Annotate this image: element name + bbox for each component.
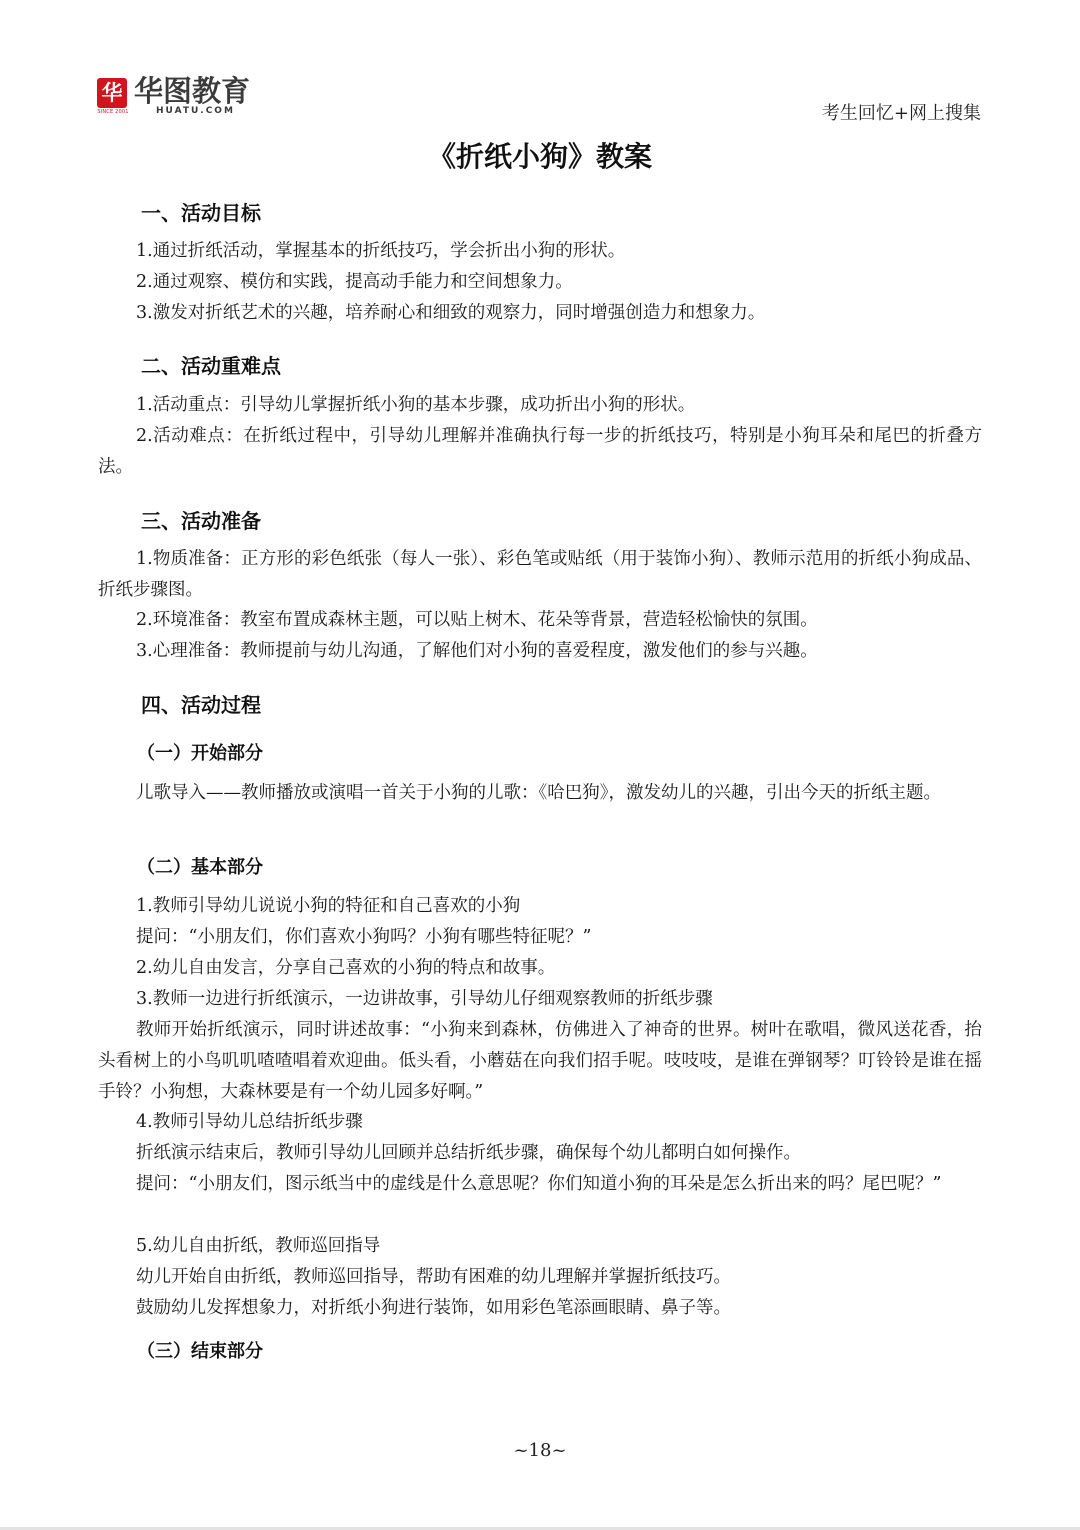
paragraph: 教师开始折纸演示，同时讲述故事：“小狗来到森林，仿佛进入了神奇的世界。树叶在歌唱，微风送花香，抬头看树上的小鸟叽叽喳喳唱着欢迎曲。低头看，小蘑菇在向我们招手呢。吱吱吱，是谁在弹钢琴？叮铃铃是谁在摇手铃？小狗想，大森林要是有一个幼儿园多好啊。”	[98, 1020, 982, 1102]
paragraph: 2.通过观察、模仿和实践，提高动手能力和空间想象力。	[136, 272, 573, 292]
logo-english-name: HUATU.COM	[156, 106, 235, 116]
section-heading-key-points: 二、活动重难点	[141, 354, 281, 378]
paragraph: 4.教师引导幼儿总结折纸步骤	[136, 1112, 363, 1132]
paragraph: 2.幼儿自由发言，分享自己喜欢的小狗的特点和故事。	[136, 958, 556, 978]
paragraph: 1.物质准备：正方形的彩色纸张（每人一张）、彩色笔或贴纸（用于装饰小狗）、教师示范用的折纸小狗成品、折纸步骤图。	[98, 549, 982, 600]
subsection-heading-closing: （三）结束部分	[137, 1341, 263, 1362]
logo-chinese-name: 华图教育	[134, 74, 251, 108]
section-heading-preparation: 三、活动准备	[141, 509, 261, 533]
paragraph: 3.激发对折纸艺术的兴趣，培养耐心和细致的观察力，同时增强创造力和想象力。	[136, 303, 766, 323]
page-number: ~18~	[513, 1440, 567, 1461]
section-heading-process: 四、活动过程	[141, 693, 261, 717]
paragraph: 提问：“小朋友们，你们喜欢小狗吗？小狗有哪些特征呢？”	[136, 927, 592, 947]
paragraph: 鼓励幼儿发挥想象力，对折纸小狗进行装饰，如用彩色笔添画眼睛、鼻子等。	[136, 1298, 731, 1318]
paragraph: 幼儿开始自由折纸，教师巡回指导，帮助有困难的幼儿理解并掌握折纸技巧。	[136, 1267, 731, 1287]
paragraph: 3.教师一边进行折纸演示，一边讲故事，引导幼儿仔细观察教师的折纸步骤	[136, 989, 713, 1009]
subsection-heading-main: （二）基本部分	[137, 857, 263, 878]
subsection-heading-opening: （一）开始部分	[137, 743, 263, 764]
paragraph: 2.活动难点：在折纸过程中，引导幼儿理解并准确执行每一步的折纸技巧，特别是小狗耳朵和尾巴的折叠方法。	[98, 426, 982, 477]
document-title: 《折纸小狗》教案	[427, 140, 652, 173]
paragraph: 儿歌导入——教师播放或演唱一首关于小狗的儿歌：《哈巴狗》，激发幼儿的兴趣，引出今天的折纸主题。	[136, 783, 941, 803]
paragraph: 2.环境准备：教室布置成森林主题，可以贴上树木、花朵等背景，营造轻松愉快的氛围。	[136, 610, 818, 630]
paragraph: 5.幼儿自由折纸，教师巡回指导	[136, 1236, 381, 1256]
paragraph: 1.活动重点：引导幼儿掌握折纸小狗的基本步骤，成功折出小狗的形状。	[136, 395, 696, 415]
paragraph: 1.通过折纸活动，掌握基本的折纸技巧，学会折出小狗的形状。	[136, 241, 626, 261]
paragraph: 折纸演示结束后，教师引导幼儿回顾并总结折纸步骤，确保每个幼儿都明白如何操作。	[136, 1143, 801, 1163]
logo-since-text: SINCE 2001	[97, 109, 129, 115]
section-heading-goals: 一、活动目标	[141, 201, 261, 225]
paragraph: 3.心理准备：教师提前与幼儿沟通，了解他们对小狗的喜爱程度，激发他们的参与兴趣。	[136, 641, 818, 661]
logo-mark-icon: 华	[97, 78, 127, 108]
paragraph: 1.教师引导幼儿说说小狗的特征和自己喜欢的小狗	[136, 896, 521, 916]
huatu-logo	[97, 74, 277, 118]
header-source-note: 考生回忆+网上搜集	[821, 103, 981, 124]
paragraph: 提问：“小朋友们，图示纸当中的虚线是什么意思呢？你们知道小狗的耳朵是怎么折出来的吗？尾巴呢？”	[136, 1174, 942, 1194]
